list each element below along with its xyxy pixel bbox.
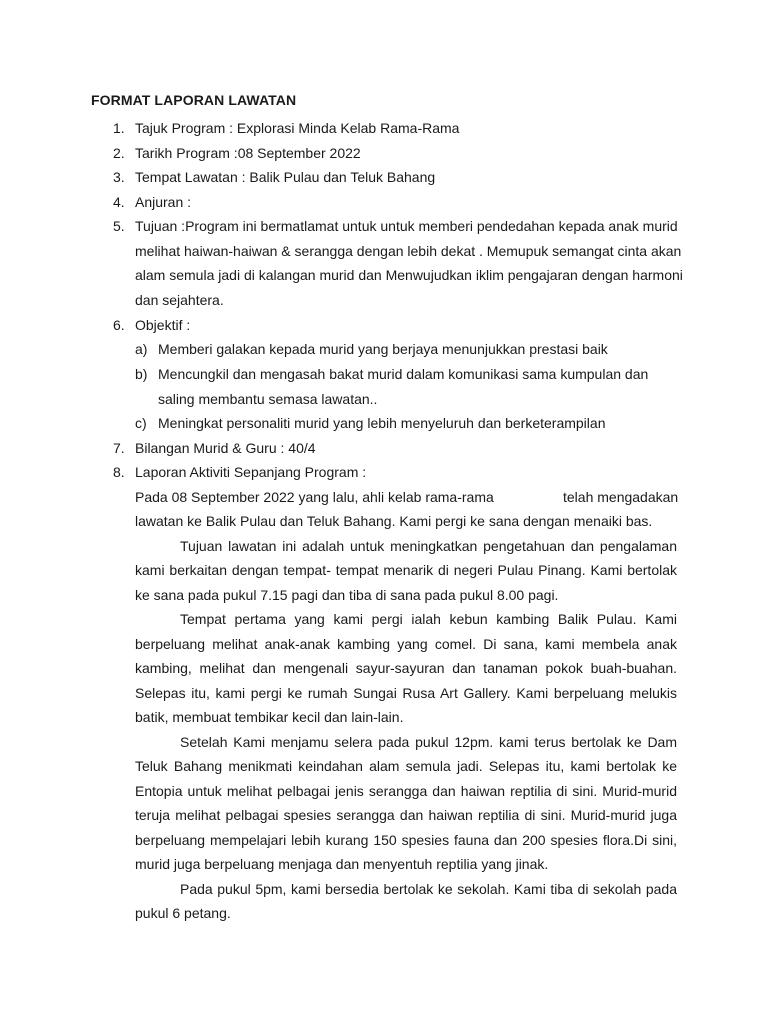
report-line: Setelah Kami menjamu selera pada pukul 12pm. kami terus bertolak ke Dam bbox=[180, 734, 677, 750]
report-line: Tujuan lawatan ini adalah untuk meningkatkan pengetahuan dan pengalaman bbox=[180, 538, 677, 554]
item-number: 5. bbox=[113, 218, 125, 234]
report-line: ke sana pada pukul 7.15 pagi dan tiba di sana pada pukul 8.00 pagi. bbox=[135, 587, 559, 603]
objective-line: saling membantu semasa lawatan.. bbox=[158, 391, 378, 407]
report-line: Selepas itu, kami pergi ke rumah Sungai Rusa Art Gallery. Kami berpeluang melukis bbox=[135, 685, 677, 701]
item-number: 7. bbox=[113, 440, 125, 456]
report-line: Tempat pertama yang kami pergi ialah kebun kambing Balik Pulau. Kami bbox=[180, 611, 677, 627]
document-title: FORMAT LAPORAN LAWATAN bbox=[91, 92, 297, 108]
item-number: 4. bbox=[113, 194, 125, 210]
item-number: 3. bbox=[113, 169, 125, 185]
item-number: 1. bbox=[113, 120, 125, 136]
item-number: 8. bbox=[113, 464, 125, 480]
objective-line: Mencungkil dan mengasah bakat murid dalam komunikasi sama kumpulan dan bbox=[158, 366, 649, 382]
report-line: telah mengadakan bbox=[563, 489, 679, 505]
report-line: Entopia untuk melihat pelbagai jenis serangga dan haiwan reptilia di sini. Murid-murid bbox=[135, 783, 677, 799]
report-line: Pada 08 September 2022 yang lalu, ahli kelab rama-rama bbox=[135, 489, 494, 505]
item-number: 2. bbox=[113, 145, 125, 161]
objective-letter: b) bbox=[135, 366, 148, 382]
objective-line: Memberi galakan kepada murid yang berjaya menunjukkan prestasi baik bbox=[158, 341, 608, 357]
item-organizer: Anjuran : bbox=[135, 194, 192, 210]
report-line: teruja melihat pelbagai spesies serangga dan haiwan reptilia di sini. Murid-murid juga bbox=[135, 807, 677, 823]
item-participants: Bilangan Murid & Guru : 40/4 bbox=[135, 440, 316, 456]
report-line: pukul 6 petang. bbox=[135, 905, 231, 921]
objective-line: Meningkat personaliti murid yang lebih menyeluruh dan berketerampilan bbox=[158, 415, 606, 431]
objective-letter: c) bbox=[135, 415, 147, 431]
item-activity-report-heading: Laporan Aktiviti Sepanjang Program : bbox=[135, 464, 367, 480]
item-purpose-line: melihat haiwan-haiwan & serangga dengan lebih dekat . Memupuk semangat cinta akan bbox=[135, 243, 682, 259]
item-visit-location: Tempat Lawatan : Balik Pulau dan Teluk Bahang bbox=[135, 169, 436, 185]
report-line: lawatan ke Balik Pulau dan Teluk Bahang. Kami pergi ke sana dengan menaiki bas. bbox=[135, 513, 653, 529]
report-line: kami berkaitan dengan tempat- tempat menarik di negeri Pulau Pinang. Kami bertolak bbox=[135, 562, 677, 578]
item-purpose-line: alam semula jadi di kalangan murid dan Menwujudkan iklim pengajaran dengan harmoni bbox=[135, 267, 683, 283]
report-line: kambing, melihat dan mengenali sayur-sayuran dan tanaman pokok buah-buahan. bbox=[135, 660, 677, 676]
report-line: berpeluang melihat anak-anak kambing yang comel. Di sana, kami membela anak bbox=[135, 636, 677, 652]
report-line: Teluk Bahang menikmati keindahan alam semula jadi. Selepas itu, kami bertolak ke bbox=[135, 758, 677, 774]
report-line: Pada pukul 5pm, kami bersedia bertolak ke sekolah. Kami tiba di sekolah pada bbox=[180, 881, 677, 897]
report-line: murid juga berpeluang menjaga dan menyentuh reptilia yang jinak. bbox=[135, 856, 549, 872]
item-objectives-heading: Objektif : bbox=[135, 317, 191, 333]
item-program-date: Tarikh Program :08 September 2022 bbox=[135, 145, 361, 161]
report-line: batik, membuat tembikar kecil dan lain-lain. bbox=[135, 709, 404, 725]
item-purpose-line: dan sejahtera. bbox=[135, 292, 224, 308]
item-program-title: Tajuk Program : Explorasi Minda Kelab Rama-Rama bbox=[135, 120, 460, 136]
item-purpose-line: Tujuan :Program ini bermatlamat untuk untuk memberi pendedahan kepada anak murid bbox=[135, 218, 678, 234]
item-number: 6. bbox=[113, 317, 125, 333]
objective-letter: a) bbox=[135, 341, 148, 357]
report-line: berpeluang mempelajari lebih kurang 150 spesies fauna dan 200 spesies flora.Di sini, bbox=[135, 832, 677, 848]
